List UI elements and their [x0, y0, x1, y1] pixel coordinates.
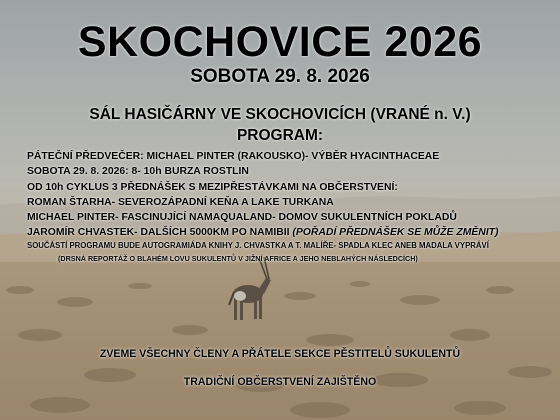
program-line-friday: PÁTEČNÍ PŘEDVEČER: MICHAEL PINTER (RAKOUSKO)- VÝBĚR HYACINTHACEAE: [27, 151, 440, 162]
chvastek-text: JAROMÍR CHVASTEK- DALŠÍCH 5000KM PO NAMIBII: [27, 227, 290, 238]
event-title: SKOCHOVICE 2026: [77, 18, 483, 66]
program-line-lectures: OD 10h CYKLUS 3 PŘEDNÁŠEK S MEZIPŘESTÁVKAMI NA OBČERSTVENÍ:: [27, 182, 398, 193]
program-line-chvastek: [27, 227, 498, 238]
autograph-line: SOUČÁSTÍ PROGRAMU BUDE AUTOGRAMIÁDA KNIHY J. CHVASTKA A T. MALÍŘE- SPADLA KLEC ANEB MADALA VYPRÁVÍ: [27, 241, 489, 250]
event-venue: SÁL HASIČÁRNY VE SKOCHOVICÍCH (VRANÉ n. V.): [89, 106, 471, 123]
invite-line: ZVEME VŠECHNY ČLENY A PŘÁTELE SEKCE PĚSTITELŮ SUKULENTŮ: [99, 348, 461, 360]
program-heading: PROGRAM:: [236, 127, 324, 144]
order-note: (POŘADÍ PŘEDNÁŠEK SE MŮŽE ZMĚNIT): [292, 227, 499, 238]
program-line-market: SOBOTA 29. 8. 2026: 8- 10h BURZA ROSTLIN: [27, 166, 249, 177]
program-line-starha: ROMAN ŠTARHA- SEVEROZÁPADNÍ KEŇA A LAKE TURKANA: [27, 197, 334, 208]
refreshment-line: TRADIČNÍ OBČERSTVENÍ ZAJIŠTĚNO: [183, 376, 377, 388]
report-line: (DRSNÁ REPORTÁŽ O BLAHÉM LOVU SUKULENTŮ V JIŽNÍ AFRICE A JEHO NEBLAHÝCH NÁSLEDCÍCH): [58, 254, 418, 263]
program-line-pinter: MICHAEL PINTER- FASCINUJÍCÍ NAMAQUALAND- DOMOV SUKULENTNÍCH POKLADŮ: [27, 212, 457, 223]
event-date: SOBOTA 29. 8. 2026: [190, 66, 370, 87]
